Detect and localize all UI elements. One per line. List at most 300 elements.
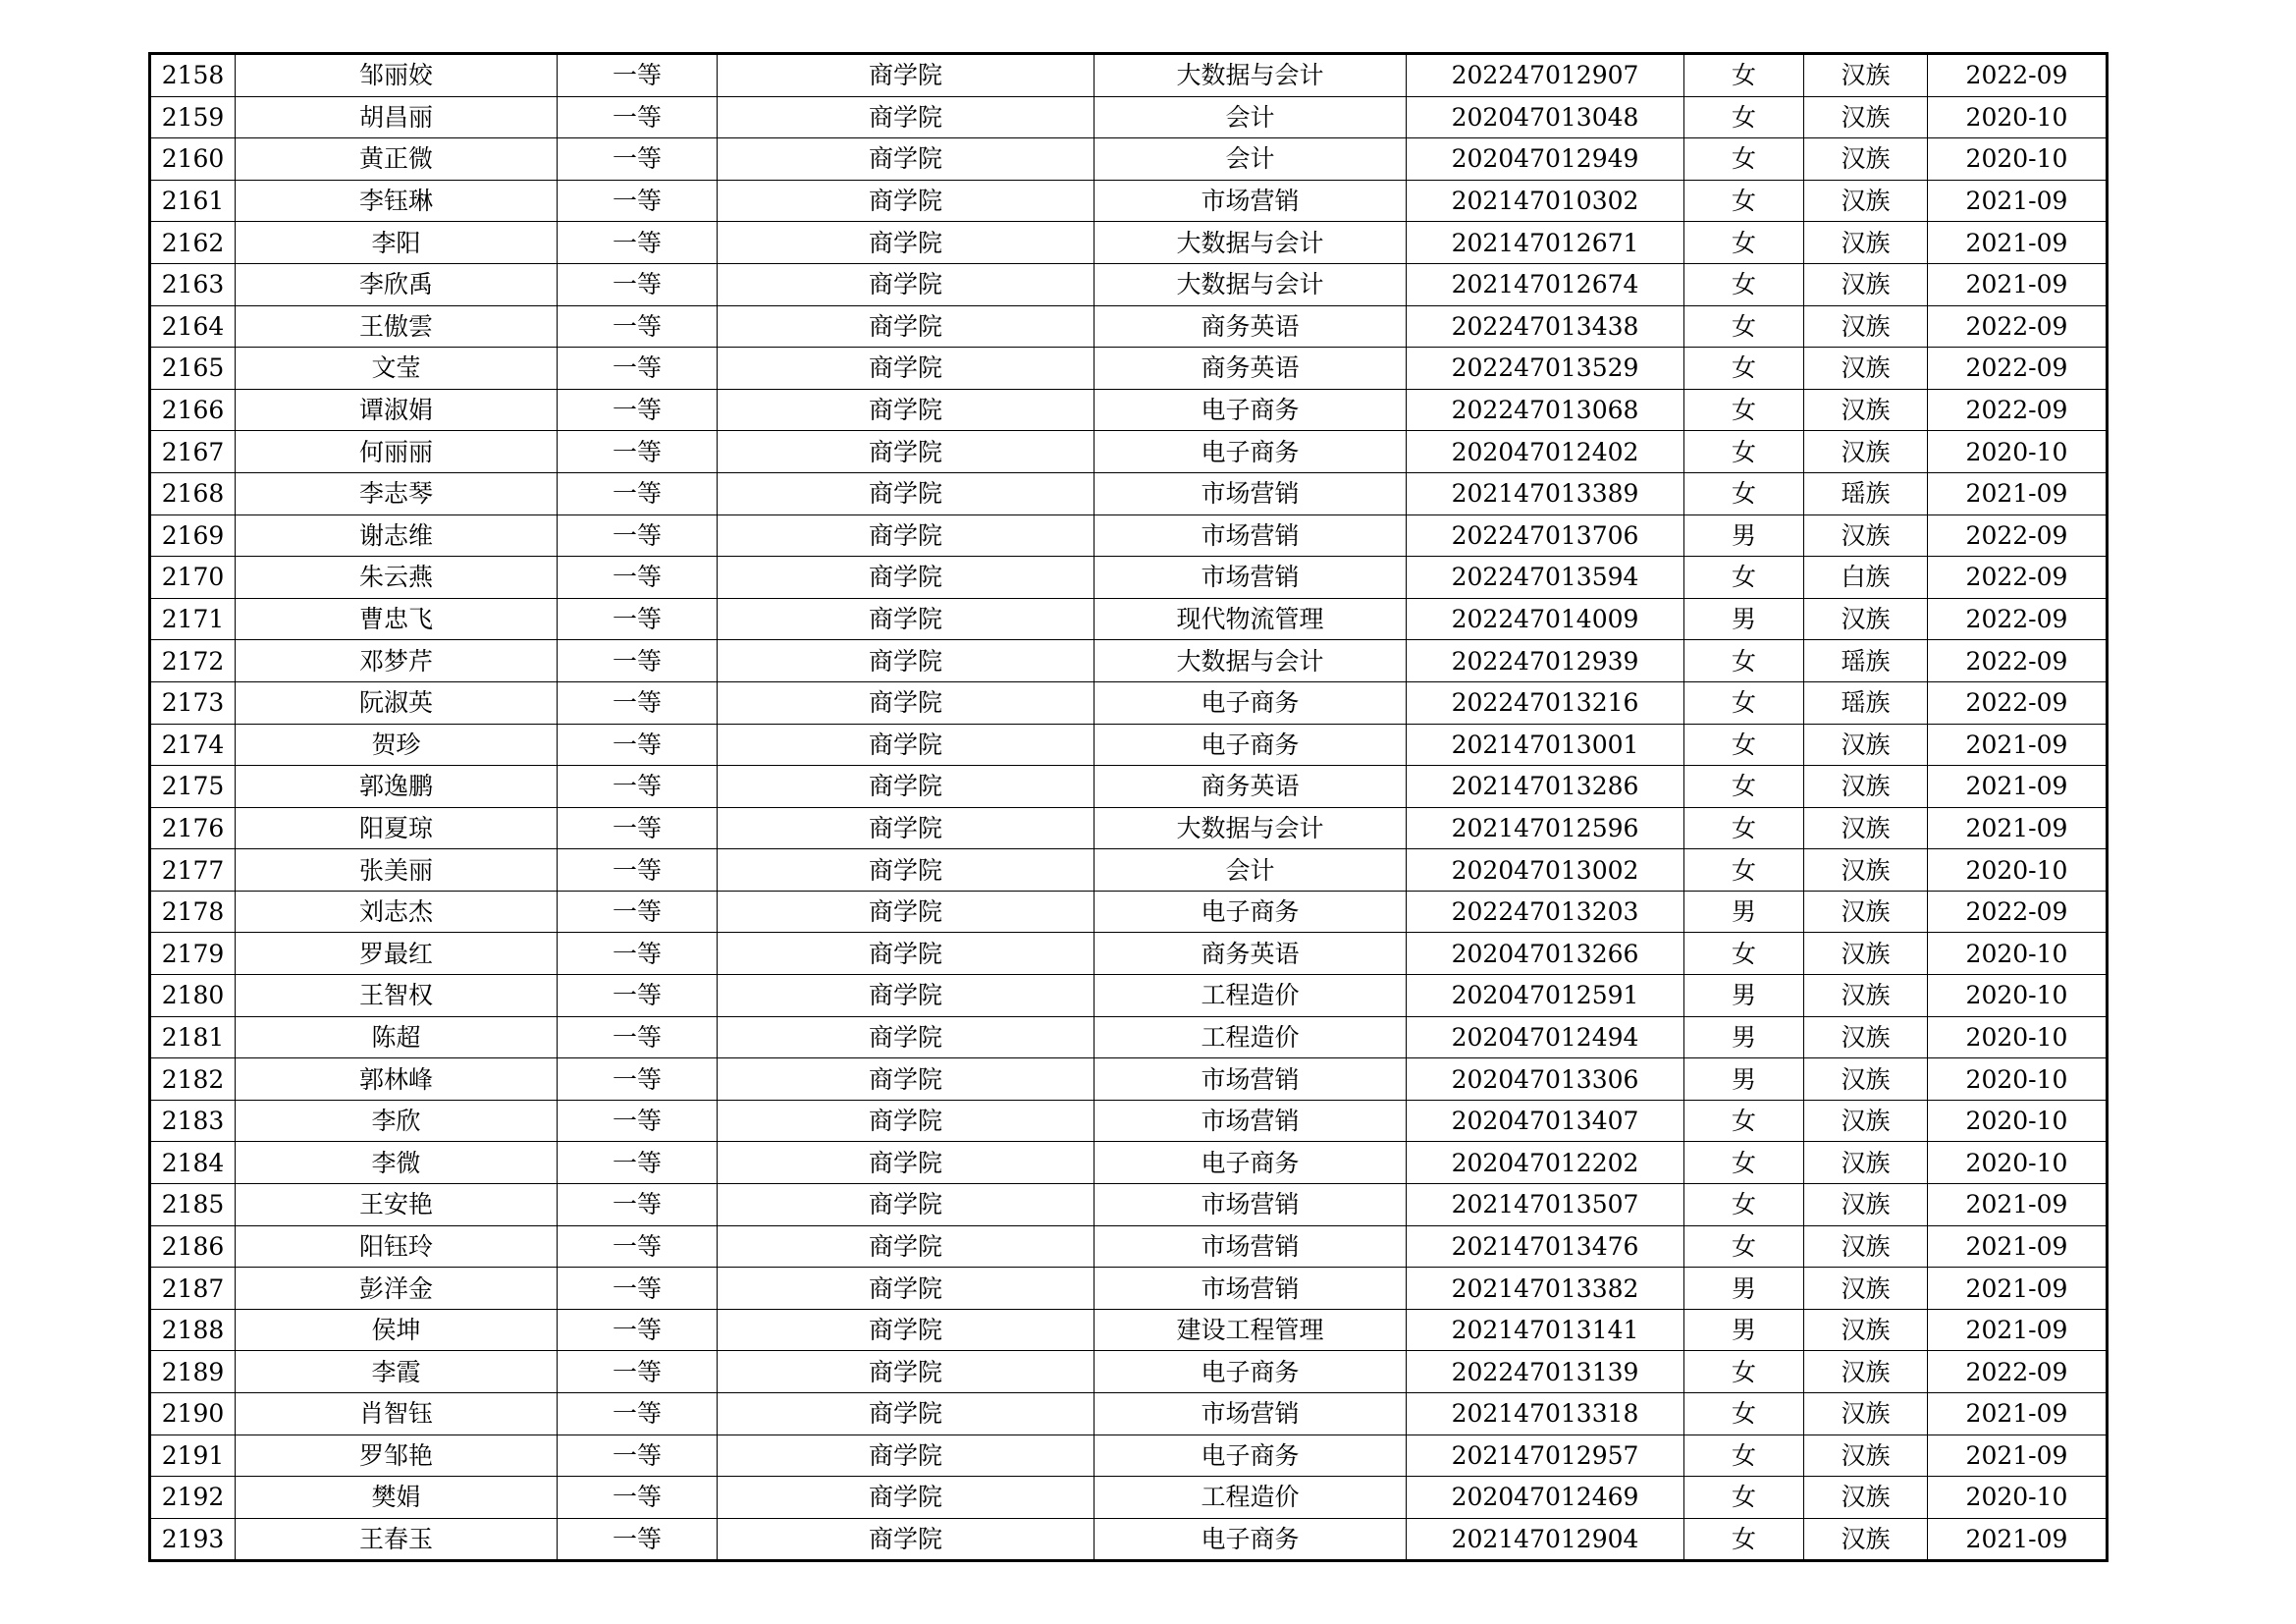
ethnicity-cell: 汉族 bbox=[1804, 1058, 1928, 1101]
gender-cell: 女 bbox=[1684, 681, 1804, 724]
student-id-cell: 202247013438 bbox=[1407, 305, 1684, 348]
gender-cell: 男 bbox=[1684, 598, 1804, 640]
major-cell: 商务英语 bbox=[1095, 348, 1407, 390]
award-grade-cell: 一等 bbox=[558, 305, 718, 348]
student-id-cell: 202247013216 bbox=[1407, 681, 1684, 724]
student-name-cell: 王智权 bbox=[236, 975, 558, 1017]
table-row bbox=[150, 222, 2108, 264]
ethnicity-cell: 汉族 bbox=[1804, 1309, 1928, 1351]
student-name-cell: 李欣 bbox=[236, 1100, 558, 1142]
table-row bbox=[150, 766, 2108, 808]
student-id-cell: 202247013594 bbox=[1407, 557, 1684, 599]
table-row bbox=[150, 1184, 2108, 1226]
ethnicity-cell: 汉族 bbox=[1804, 1518, 1928, 1561]
roster-body bbox=[150, 54, 2108, 1561]
ethnicity-cell: 汉族 bbox=[1804, 54, 1928, 97]
table-row bbox=[150, 1268, 2108, 1310]
table-row bbox=[150, 389, 2108, 431]
ethnicity-cell: 汉族 bbox=[1804, 1393, 1928, 1435]
gender-cell: 女 bbox=[1684, 1477, 1804, 1519]
enrollment-date-cell: 2021-09 bbox=[1928, 1518, 2108, 1561]
row-number-cell: 2180 bbox=[150, 975, 236, 1017]
award-grade-cell: 一等 bbox=[558, 1058, 718, 1101]
gender-cell: 女 bbox=[1684, 305, 1804, 348]
student-name-cell: 王傲雲 bbox=[236, 305, 558, 348]
award-grade-cell: 一等 bbox=[558, 1518, 718, 1561]
enrollment-date-cell: 2020-10 bbox=[1928, 1477, 2108, 1519]
major-cell: 市场营销 bbox=[1095, 1225, 1407, 1268]
gender-cell: 女 bbox=[1684, 263, 1804, 305]
gender-cell: 女 bbox=[1684, 96, 1804, 138]
major-cell: 市场营销 bbox=[1095, 1100, 1407, 1142]
row-number-cell: 2176 bbox=[150, 807, 236, 849]
enrollment-date-cell: 2022-09 bbox=[1928, 557, 2108, 599]
major-cell: 市场营销 bbox=[1095, 180, 1407, 222]
gender-cell: 女 bbox=[1684, 138, 1804, 181]
student-id-cell: 202247013068 bbox=[1407, 389, 1684, 431]
award-grade-cell: 一等 bbox=[558, 1393, 718, 1435]
major-cell: 电子商务 bbox=[1095, 1435, 1407, 1477]
major-cell: 电子商务 bbox=[1095, 1351, 1407, 1393]
college-cell: 商学院 bbox=[718, 180, 1095, 222]
ethnicity-cell: 汉族 bbox=[1804, 933, 1928, 975]
row-number-cell: 2170 bbox=[150, 557, 236, 599]
college-cell: 商学院 bbox=[718, 431, 1095, 473]
enrollment-date-cell: 2020-10 bbox=[1928, 1100, 2108, 1142]
major-cell: 市场营销 bbox=[1095, 472, 1407, 514]
student-id-cell: 202047013306 bbox=[1407, 1058, 1684, 1101]
row-number-cell: 2192 bbox=[150, 1477, 236, 1519]
table-row bbox=[150, 1393, 2108, 1435]
student-name-cell: 阳钰玲 bbox=[236, 1225, 558, 1268]
student-name-cell: 李志琴 bbox=[236, 472, 558, 514]
enrollment-date-cell: 2022-09 bbox=[1928, 389, 2108, 431]
gender-cell: 男 bbox=[1684, 1058, 1804, 1101]
college-cell: 商学院 bbox=[718, 1477, 1095, 1519]
row-number-cell: 2182 bbox=[150, 1058, 236, 1101]
major-cell: 市场营销 bbox=[1095, 1268, 1407, 1310]
student-name-cell: 阮淑英 bbox=[236, 681, 558, 724]
award-grade-cell: 一等 bbox=[558, 807, 718, 849]
enrollment-date-cell: 2021-09 bbox=[1928, 724, 2108, 766]
gender-cell: 女 bbox=[1684, 849, 1804, 892]
college-cell: 商学院 bbox=[718, 389, 1095, 431]
table-row bbox=[150, 138, 2108, 181]
student-name-cell: 胡昌丽 bbox=[236, 96, 558, 138]
table-row bbox=[150, 849, 2108, 892]
major-cell: 商务英语 bbox=[1095, 305, 1407, 348]
major-cell: 市场营销 bbox=[1095, 514, 1407, 557]
ethnicity-cell: 汉族 bbox=[1804, 724, 1928, 766]
student-name-cell: 彭洋金 bbox=[236, 1268, 558, 1310]
student-id-cell: 202047012469 bbox=[1407, 1477, 1684, 1519]
major-cell: 建设工程管理 bbox=[1095, 1309, 1407, 1351]
college-cell: 商学院 bbox=[718, 1100, 1095, 1142]
award-grade-cell: 一等 bbox=[558, 180, 718, 222]
row-number-cell: 2189 bbox=[150, 1351, 236, 1393]
award-grade-cell: 一等 bbox=[558, 1268, 718, 1310]
award-grade-cell: 一等 bbox=[558, 431, 718, 473]
student-name-cell: 王安艳 bbox=[236, 1184, 558, 1226]
student-id-cell: 202047012494 bbox=[1407, 1016, 1684, 1058]
table-row bbox=[150, 933, 2108, 975]
student-name-cell: 贺珍 bbox=[236, 724, 558, 766]
student-id-cell: 202047012402 bbox=[1407, 431, 1684, 473]
row-number-cell: 2166 bbox=[150, 389, 236, 431]
enrollment-date-cell: 2022-09 bbox=[1928, 598, 2108, 640]
gender-cell: 男 bbox=[1684, 1268, 1804, 1310]
enrollment-date-cell: 2021-09 bbox=[1928, 1393, 2108, 1435]
college-cell: 商学院 bbox=[718, 1184, 1095, 1226]
table-row bbox=[150, 598, 2108, 640]
ethnicity-cell: 汉族 bbox=[1804, 598, 1928, 640]
ethnicity-cell: 汉族 bbox=[1804, 1435, 1928, 1477]
ethnicity-cell: 白族 bbox=[1804, 557, 1928, 599]
enrollment-date-cell: 2021-09 bbox=[1928, 472, 2108, 514]
major-cell: 商务英语 bbox=[1095, 933, 1407, 975]
award-grade-cell: 一等 bbox=[558, 1100, 718, 1142]
ethnicity-cell: 瑶族 bbox=[1804, 681, 1928, 724]
student-name-cell: 李霞 bbox=[236, 1351, 558, 1393]
major-cell: 会计 bbox=[1095, 849, 1407, 892]
row-number-cell: 2177 bbox=[150, 849, 236, 892]
table-row bbox=[150, 807, 2108, 849]
gender-cell: 女 bbox=[1684, 1184, 1804, 1226]
college-cell: 商学院 bbox=[718, 1142, 1095, 1184]
student-id-cell: 202047012202 bbox=[1407, 1142, 1684, 1184]
row-number-cell: 2172 bbox=[150, 640, 236, 682]
award-grade-cell: 一等 bbox=[558, 138, 718, 181]
enrollment-date-cell: 2022-09 bbox=[1928, 681, 2108, 724]
major-cell: 大数据与会计 bbox=[1095, 222, 1407, 264]
ethnicity-cell: 汉族 bbox=[1804, 1225, 1928, 1268]
table-row bbox=[150, 1351, 2108, 1393]
award-grade-cell: 一等 bbox=[558, 1477, 718, 1519]
major-cell: 市场营销 bbox=[1095, 1058, 1407, 1101]
student-id-cell: 202147013389 bbox=[1407, 472, 1684, 514]
table-row bbox=[150, 1058, 2108, 1101]
student-name-cell: 谢志维 bbox=[236, 514, 558, 557]
ethnicity-cell: 汉族 bbox=[1804, 1142, 1928, 1184]
gender-cell: 女 bbox=[1684, 389, 1804, 431]
ethnicity-cell: 汉族 bbox=[1804, 766, 1928, 808]
student-id-cell: 202147012674 bbox=[1407, 263, 1684, 305]
row-number-cell: 2171 bbox=[150, 598, 236, 640]
student-id-cell: 202147010302 bbox=[1407, 180, 1684, 222]
enrollment-date-cell: 2021-09 bbox=[1928, 180, 2108, 222]
student-name-cell: 郭林峰 bbox=[236, 1058, 558, 1101]
row-number-cell: 2186 bbox=[150, 1225, 236, 1268]
award-grade-cell: 一等 bbox=[558, 1184, 718, 1226]
award-grade-cell: 一等 bbox=[558, 1225, 718, 1268]
student-id-cell: 202147013507 bbox=[1407, 1184, 1684, 1226]
major-cell: 工程造价 bbox=[1095, 1016, 1407, 1058]
major-cell: 电子商务 bbox=[1095, 431, 1407, 473]
award-grade-cell: 一等 bbox=[558, 1016, 718, 1058]
major-cell: 现代物流管理 bbox=[1095, 598, 1407, 640]
college-cell: 商学院 bbox=[718, 557, 1095, 599]
table-row bbox=[150, 305, 2108, 348]
college-cell: 商学院 bbox=[718, 891, 1095, 933]
ethnicity-cell: 汉族 bbox=[1804, 1477, 1928, 1519]
student-name-cell: 罗最红 bbox=[236, 933, 558, 975]
award-grade-cell: 一等 bbox=[558, 975, 718, 1017]
table-row bbox=[150, 1518, 2108, 1561]
college-cell: 商学院 bbox=[718, 514, 1095, 557]
row-number-cell: 2161 bbox=[150, 180, 236, 222]
student-name-cell: 曹忠飞 bbox=[236, 598, 558, 640]
row-number-cell: 2163 bbox=[150, 263, 236, 305]
college-cell: 商学院 bbox=[718, 724, 1095, 766]
gender-cell: 女 bbox=[1684, 348, 1804, 390]
student-id-cell: 202147012904 bbox=[1407, 1518, 1684, 1561]
row-number-cell: 2169 bbox=[150, 514, 236, 557]
award-grade-cell: 一等 bbox=[558, 389, 718, 431]
college-cell: 商学院 bbox=[718, 681, 1095, 724]
table-row bbox=[150, 1100, 2108, 1142]
college-cell: 商学院 bbox=[718, 1016, 1095, 1058]
college-cell: 商学院 bbox=[718, 598, 1095, 640]
gender-cell: 女 bbox=[1684, 1435, 1804, 1477]
college-cell: 商学院 bbox=[718, 1518, 1095, 1561]
table-row bbox=[150, 263, 2108, 305]
gender-cell: 女 bbox=[1684, 180, 1804, 222]
college-cell: 商学院 bbox=[718, 1058, 1095, 1101]
enrollment-date-cell: 2022-09 bbox=[1928, 1351, 2108, 1393]
student-id-cell: 202047013407 bbox=[1407, 1100, 1684, 1142]
award-grade-cell: 一等 bbox=[558, 54, 718, 97]
college-cell: 商学院 bbox=[718, 96, 1095, 138]
award-grade-cell: 一等 bbox=[558, 1351, 718, 1393]
enrollment-date-cell: 2022-09 bbox=[1928, 54, 2108, 97]
table-row bbox=[150, 348, 2108, 390]
enrollment-date-cell: 2021-09 bbox=[1928, 222, 2108, 264]
enrollment-date-cell: 2022-09 bbox=[1928, 305, 2108, 348]
ethnicity-cell: 汉族 bbox=[1804, 96, 1928, 138]
table-row bbox=[150, 1477, 2108, 1519]
award-grade-cell: 一等 bbox=[558, 263, 718, 305]
college-cell: 商学院 bbox=[718, 472, 1095, 514]
student-id-cell: 202147013141 bbox=[1407, 1309, 1684, 1351]
award-grade-cell: 一等 bbox=[558, 348, 718, 390]
ethnicity-cell: 汉族 bbox=[1804, 180, 1928, 222]
student-id-cell: 202147013476 bbox=[1407, 1225, 1684, 1268]
row-number-cell: 2158 bbox=[150, 54, 236, 97]
gender-cell: 男 bbox=[1684, 1309, 1804, 1351]
student-name-cell: 郭逸鹏 bbox=[236, 766, 558, 808]
table-row bbox=[150, 681, 2108, 724]
row-number-cell: 2168 bbox=[150, 472, 236, 514]
ethnicity-cell: 汉族 bbox=[1804, 431, 1928, 473]
ethnicity-cell: 汉族 bbox=[1804, 849, 1928, 892]
row-number-cell: 2181 bbox=[150, 1016, 236, 1058]
row-number-cell: 2193 bbox=[150, 1518, 236, 1561]
college-cell: 商学院 bbox=[718, 222, 1095, 264]
enrollment-date-cell: 2022-09 bbox=[1928, 891, 2108, 933]
student-name-cell: 罗邹艳 bbox=[236, 1435, 558, 1477]
row-number-cell: 2159 bbox=[150, 96, 236, 138]
major-cell: 工程造价 bbox=[1095, 1477, 1407, 1519]
college-cell: 商学院 bbox=[718, 933, 1095, 975]
table-row bbox=[150, 640, 2108, 682]
award-grade-cell: 一等 bbox=[558, 557, 718, 599]
college-cell: 商学院 bbox=[718, 305, 1095, 348]
award-grade-cell: 一等 bbox=[558, 222, 718, 264]
row-number-cell: 2174 bbox=[150, 724, 236, 766]
document-page bbox=[148, 52, 2106, 1562]
student-id-cell: 202147013382 bbox=[1407, 1268, 1684, 1310]
award-grade-cell: 一等 bbox=[558, 933, 718, 975]
gender-cell: 女 bbox=[1684, 1518, 1804, 1561]
row-number-cell: 2179 bbox=[150, 933, 236, 975]
student-name-cell: 张美丽 bbox=[236, 849, 558, 892]
gender-cell: 女 bbox=[1684, 724, 1804, 766]
major-cell: 市场营销 bbox=[1095, 557, 1407, 599]
ethnicity-cell: 汉族 bbox=[1804, 514, 1928, 557]
major-cell: 会计 bbox=[1095, 96, 1407, 138]
row-number-cell: 2178 bbox=[150, 891, 236, 933]
ethnicity-cell: 汉族 bbox=[1804, 1351, 1928, 1393]
major-cell: 大数据与会计 bbox=[1095, 640, 1407, 682]
gender-cell: 女 bbox=[1684, 1351, 1804, 1393]
gender-cell: 女 bbox=[1684, 1393, 1804, 1435]
award-grade-cell: 一等 bbox=[558, 891, 718, 933]
gender-cell: 女 bbox=[1684, 431, 1804, 473]
enrollment-date-cell: 2021-09 bbox=[1928, 1184, 2108, 1226]
college-cell: 商学院 bbox=[718, 849, 1095, 892]
student-name-cell: 樊娟 bbox=[236, 1477, 558, 1519]
table-row bbox=[150, 1142, 2108, 1184]
student-name-cell: 李微 bbox=[236, 1142, 558, 1184]
award-grade-cell: 一等 bbox=[558, 766, 718, 808]
gender-cell: 女 bbox=[1684, 1100, 1804, 1142]
student-name-cell: 李钰琳 bbox=[236, 180, 558, 222]
enrollment-date-cell: 2021-09 bbox=[1928, 766, 2108, 808]
row-number-cell: 2190 bbox=[150, 1393, 236, 1435]
gender-cell: 女 bbox=[1684, 807, 1804, 849]
award-grade-cell: 一等 bbox=[558, 598, 718, 640]
row-number-cell: 2183 bbox=[150, 1100, 236, 1142]
student-id-cell: 202247013706 bbox=[1407, 514, 1684, 557]
student-id-cell: 202247012907 bbox=[1407, 54, 1684, 97]
row-number-cell: 2162 bbox=[150, 222, 236, 264]
college-cell: 商学院 bbox=[718, 263, 1095, 305]
student-name-cell: 李欣禹 bbox=[236, 263, 558, 305]
gender-cell: 男 bbox=[1684, 514, 1804, 557]
enrollment-date-cell: 2022-09 bbox=[1928, 348, 2108, 390]
row-number-cell: 2184 bbox=[150, 1142, 236, 1184]
college-cell: 商学院 bbox=[718, 1393, 1095, 1435]
student-id-cell: 202147012596 bbox=[1407, 807, 1684, 849]
table-row bbox=[150, 431, 2108, 473]
enrollment-date-cell: 2020-10 bbox=[1928, 1058, 2108, 1101]
college-cell: 商学院 bbox=[718, 766, 1095, 808]
student-id-cell: 202247013203 bbox=[1407, 891, 1684, 933]
gender-cell: 女 bbox=[1684, 1225, 1804, 1268]
major-cell: 电子商务 bbox=[1095, 1518, 1407, 1561]
student-id-cell: 202147013318 bbox=[1407, 1393, 1684, 1435]
ethnicity-cell: 汉族 bbox=[1804, 305, 1928, 348]
student-name-cell: 文莹 bbox=[236, 348, 558, 390]
ethnicity-cell: 汉族 bbox=[1804, 138, 1928, 181]
award-grade-cell: 一等 bbox=[558, 514, 718, 557]
row-number-cell: 2160 bbox=[150, 138, 236, 181]
college-cell: 商学院 bbox=[718, 807, 1095, 849]
row-number-cell: 2175 bbox=[150, 766, 236, 808]
gender-cell: 女 bbox=[1684, 222, 1804, 264]
gender-cell: 男 bbox=[1684, 1016, 1804, 1058]
student-name-cell: 谭淑娟 bbox=[236, 389, 558, 431]
ethnicity-cell: 汉族 bbox=[1804, 1016, 1928, 1058]
award-grade-cell: 一等 bbox=[558, 472, 718, 514]
award-grade-cell: 一等 bbox=[558, 1142, 718, 1184]
gender-cell: 女 bbox=[1684, 933, 1804, 975]
scholarship-roster-table bbox=[148, 52, 2109, 1562]
college-cell: 商学院 bbox=[718, 54, 1095, 97]
table-row bbox=[150, 891, 2108, 933]
student-id-cell: 202147013286 bbox=[1407, 766, 1684, 808]
award-grade-cell: 一等 bbox=[558, 1309, 718, 1351]
student-name-cell: 朱云燕 bbox=[236, 557, 558, 599]
table-row bbox=[150, 180, 2108, 222]
student-id-cell: 202047013048 bbox=[1407, 96, 1684, 138]
table-row bbox=[150, 975, 2108, 1017]
college-cell: 商学院 bbox=[718, 1268, 1095, 1310]
student-id-cell: 202147012671 bbox=[1407, 222, 1684, 264]
college-cell: 商学院 bbox=[718, 138, 1095, 181]
enrollment-date-cell: 2021-09 bbox=[1928, 1225, 2108, 1268]
gender-cell: 女 bbox=[1684, 766, 1804, 808]
major-cell: 市场营销 bbox=[1095, 1184, 1407, 1226]
student-id-cell: 202047012591 bbox=[1407, 975, 1684, 1017]
student-id-cell: 202247012939 bbox=[1407, 640, 1684, 682]
table-row bbox=[150, 1016, 2108, 1058]
student-name-cell: 阳夏琼 bbox=[236, 807, 558, 849]
enrollment-date-cell: 2020-10 bbox=[1928, 849, 2108, 892]
ethnicity-cell: 汉族 bbox=[1804, 389, 1928, 431]
student-name-cell: 邓梦芹 bbox=[236, 640, 558, 682]
student-id-cell: 202147012957 bbox=[1407, 1435, 1684, 1477]
enrollment-date-cell: 2022-09 bbox=[1928, 514, 2108, 557]
student-id-cell: 202047012949 bbox=[1407, 138, 1684, 181]
award-grade-cell: 一等 bbox=[558, 640, 718, 682]
ethnicity-cell: 汉族 bbox=[1804, 263, 1928, 305]
gender-cell: 男 bbox=[1684, 975, 1804, 1017]
student-name-cell: 邹丽姣 bbox=[236, 54, 558, 97]
major-cell: 电子商务 bbox=[1095, 891, 1407, 933]
ethnicity-cell: 汉族 bbox=[1804, 807, 1928, 849]
table-row bbox=[150, 1435, 2108, 1477]
enrollment-date-cell: 2021-09 bbox=[1928, 1435, 2108, 1477]
gender-cell: 女 bbox=[1684, 640, 1804, 682]
gender-cell: 女 bbox=[1684, 472, 1804, 514]
row-number-cell: 2187 bbox=[150, 1268, 236, 1310]
gender-cell: 女 bbox=[1684, 557, 1804, 599]
major-cell: 电子商务 bbox=[1095, 1142, 1407, 1184]
table-row bbox=[150, 724, 2108, 766]
row-number-cell: 2167 bbox=[150, 431, 236, 473]
enrollment-date-cell: 2020-10 bbox=[1928, 1142, 2108, 1184]
table-row bbox=[150, 557, 2108, 599]
college-cell: 商学院 bbox=[718, 640, 1095, 682]
table-row bbox=[150, 96, 2108, 138]
enrollment-date-cell: 2020-10 bbox=[1928, 431, 2108, 473]
enrollment-date-cell: 2021-09 bbox=[1928, 807, 2108, 849]
row-number-cell: 2191 bbox=[150, 1435, 236, 1477]
award-grade-cell: 一等 bbox=[558, 1435, 718, 1477]
major-cell: 电子商务 bbox=[1095, 681, 1407, 724]
ethnicity-cell: 汉族 bbox=[1804, 1100, 1928, 1142]
